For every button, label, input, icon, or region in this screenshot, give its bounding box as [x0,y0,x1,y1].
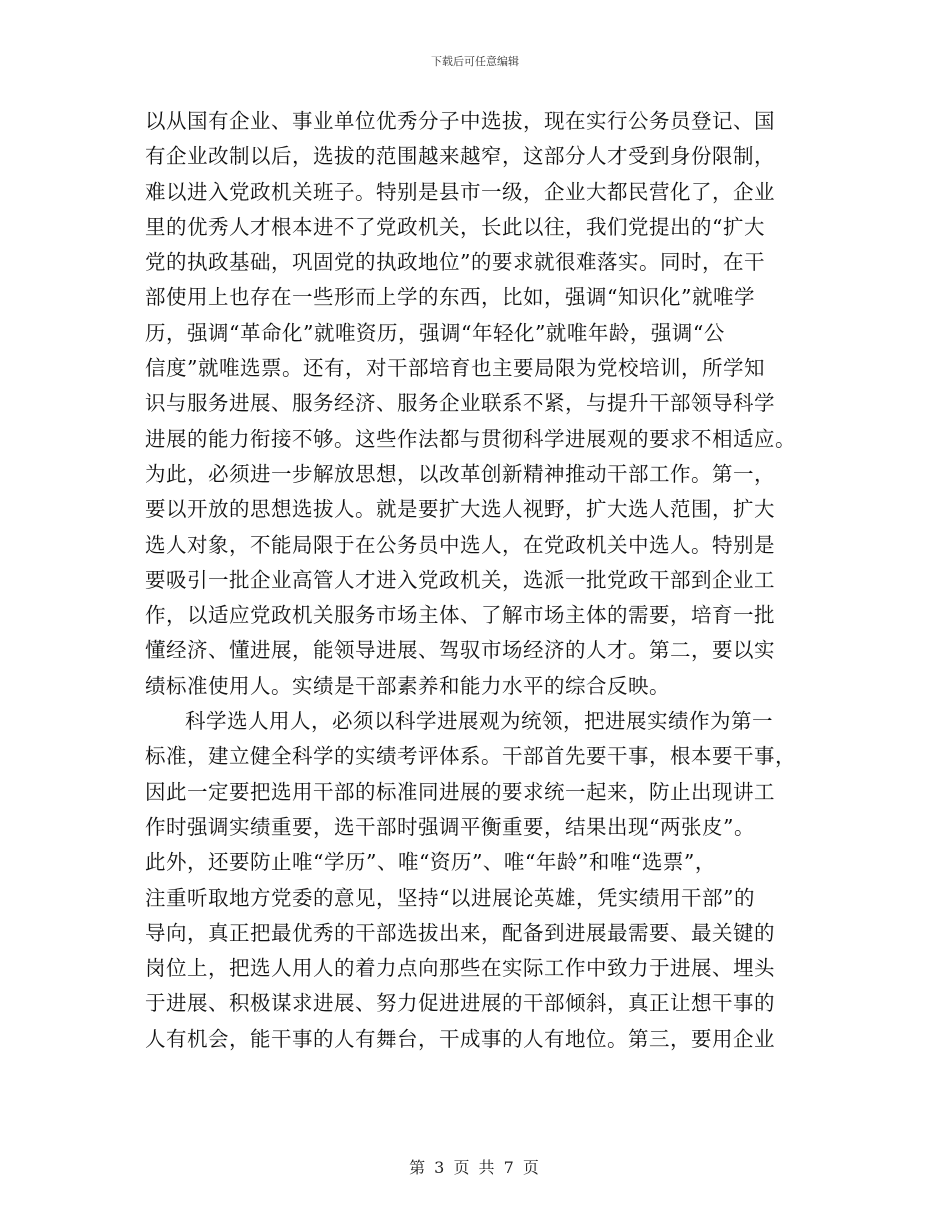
text-line: 要以开放的思想选拔人。就是要扩大选人视野，扩大选人范围，扩大 [145,497,775,522]
text-line: 此外，还要防止唯“学历”、唯“资历”、唯“年龄”和唯“选票”， [145,850,716,875]
text-line: 因此一定要把选用干部的标准同进展的要求统一起来，防止出现讲工 [145,779,775,804]
text-line: 标准，建立健全科学的实绩考评体系。干部首先要干事，根本要干事， [145,744,796,769]
text-line: 识与服务进展、服务经济、服务企业联系不紧，与提升干部领导科学 [145,391,775,416]
page-header: 下载后可任意编辑 [431,55,519,68]
text-line: 岗位上，把选人用人的着力点向那些在实际工作中致力于进展、埋头 [145,956,775,981]
text-line: 进展的能力衔接不够。这些作法都与贯彻科学进展观的要求不相适应。 [145,426,796,451]
text-line: 注重听取地方党委的意见，坚持“以进展论英雄，凭实绩用干部”的 [145,885,755,910]
text-line: 导向，真正把最优秀的干部选拔出来，配备到进展最需要、最关键的 [145,920,775,945]
text-line: 于进展、积极谋求进展、努力促进进展的干部倾斜，真正让想干事的 [145,991,775,1016]
text-line: 信度”就唯选票。还有，对干部培育也主要局限为党校培训，所学知 [145,356,765,381]
text-line: 选人对象，不能局限于在公务员中选人，在党政机关中选人。特别是 [145,532,775,557]
text-line: 要吸引一批企业高管人才进入党政机关，选派一批党政干部到企业工 [145,567,775,592]
text-line: 部使用上也存在一些形而上学的东西，比如，强调“知识化”就唯学 [145,285,755,310]
text-line: 里的优秀人才根本进不了党政机关，长此以往，我们党提出的“扩大 [145,214,765,239]
text-line: 党的执政基础，巩固党的执政地位”的要求就很难落实。同时，在干 [145,250,765,275]
document-body [145,104,810,1057]
page-number-footer: 第 3 页 共 7 页 [409,1158,541,1177]
text-line: 作，以适应党政机关服务市场主体、了解市场主体的需要，培育一批 [145,603,775,628]
text-line: 懂经济、懂进展，能领导进展、驾驭市场经济的人才。第二，要以实 [145,638,775,663]
text-line: 作时强调实绩重要，选干部时强调平衡重要，结果出现“两张皮”。 [145,814,755,839]
text-line: 历，强调“革命化”就唯资历，强调“年轻化”就唯年龄，强调“公 [145,320,725,345]
text-line: 有企业改制以后，选拔的范围越来越窄，这部分人才受到身份限制， [145,144,775,169]
text-line: 绩标准使用人。实绩是干部素养和能力水平的综合反映。 [145,673,670,698]
text-line: 人有机会，能干事的人有舞台，干成事的人有地位。第三，要用企业 [145,1026,775,1051]
paragraph-first-line: 科学选人用人，必须以科学进展观为统领，把进展实绩作为第一 [185,709,773,734]
text-line: 难以进入党政机关班子。特别是县市一级，企业大都民营化了，企业 [145,179,775,204]
text-line: 以从国有企业、事业单位优秀分子中选拔，现在实行公务员登记、国 [145,109,775,133]
text-line: 为此，必须进一步解放思想，以改革创新精神推动干部工作。第一， [145,461,775,486]
